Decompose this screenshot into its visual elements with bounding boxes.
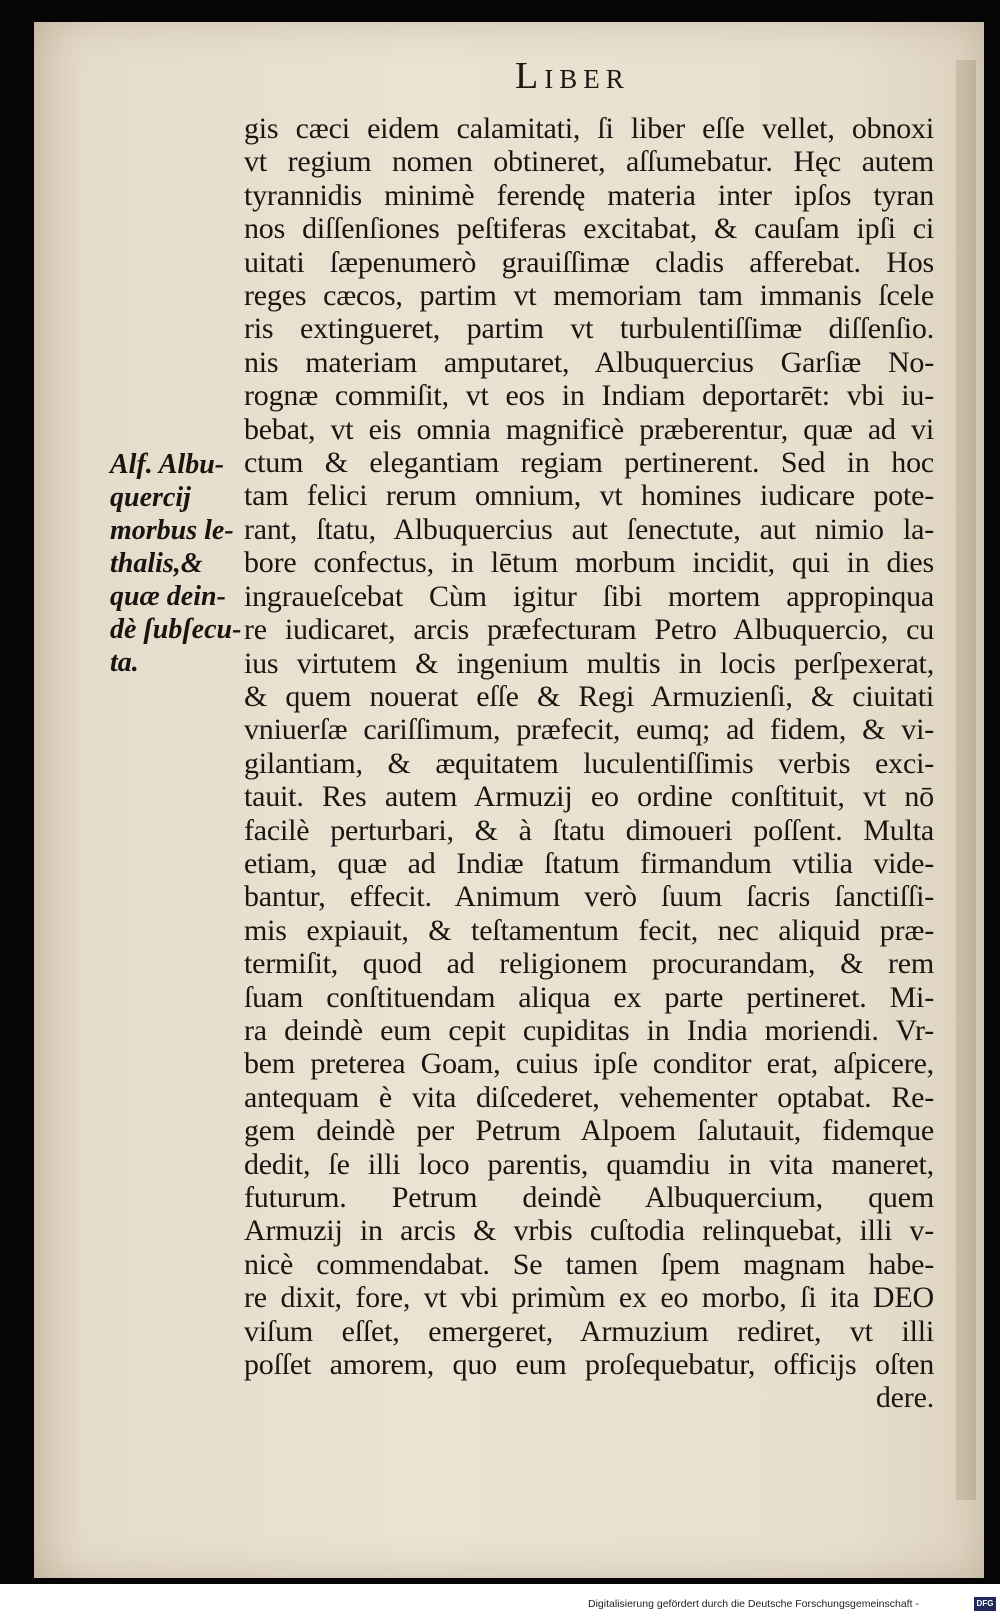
text-line: re dixit, fore, vt vbi primùm ex eo morbo, ſi ita DEO xyxy=(244,1281,934,1315)
text-line: bore confectus, in lētum morbum incidit, qui in dies xyxy=(244,546,934,580)
text-line: viſum eſſet, emergeret, Armuzium rediret, vt illi xyxy=(244,1314,934,1348)
dfg-logo: DFG xyxy=(974,1597,996,1611)
text-line: nicè commendabat. Se tamen ſpem magnam habe- xyxy=(244,1247,934,1281)
text-line: mis expiauit, & teſtamentum fecit, nec aliquid præ- xyxy=(244,913,934,947)
text-line: uitati ſæpenumerò grauiſſimæ cladis afferebat. Hos xyxy=(244,245,934,279)
text-line: futurum. Petrum deindè Albuquercium, quem xyxy=(244,1181,934,1214)
margin-note-line: dè ſubſecu- xyxy=(110,614,242,645)
margin-note-line: quercij xyxy=(110,482,191,513)
text-line: Armuzij in arcis & vrbis cuſtodia relinquebat, illi v- xyxy=(244,1214,934,1248)
text-line: poſſet amorem, quo eum proſequebatur, officijs oſten xyxy=(244,1348,934,1382)
text-line: ctum & elegantiam regiam pertinerent. Sed in hoc xyxy=(244,446,934,480)
text-line: gem deindè per Petrum Alpoem ſalutauit, fidemque xyxy=(244,1114,934,1148)
running-head: Liber xyxy=(515,55,630,97)
margin-note-line: quæ dein- xyxy=(110,581,226,612)
text-line: dere. xyxy=(875,1381,934,1415)
margin-note-line: thalis,& xyxy=(110,548,203,579)
text-line: reges cæcos, partim vt memoriam tam immanis ſcele xyxy=(244,279,934,313)
text-line: rognæ commiſit, vt eos in Indiam deportarēt: vbi iu- xyxy=(244,379,934,413)
text-line: & quem nouerat eſſe & Regi Armuzienſi, & ciuitati xyxy=(244,679,934,713)
text-line: etiam, quæ ad Indiæ ſtatum firmandum vtilia vide- xyxy=(244,846,934,880)
text-line: bantur, effecit. Animum verò ſuum ſacris ſanctiſſi- xyxy=(244,880,934,914)
text-line: termiſit, quod ad religionem procurandam, & rem xyxy=(244,947,934,981)
text-line: gilantiam, & æquitatem luculentiſſimis verbis exci- xyxy=(244,746,934,780)
margin-note-line: morbus le- xyxy=(110,515,234,546)
text-line: ſuam conſtituendam aliqua ex parte pertineret. Mi- xyxy=(244,980,934,1014)
text-line: ingraueſcebat Cùm igitur ſibi mortem appropinqua xyxy=(244,579,934,613)
margin-note-line: Alf. Albu- xyxy=(110,449,225,480)
body-text xyxy=(244,112,934,1415)
text-line: bebat, vt eis omnia magnificè præberentur, quæ ad vi xyxy=(244,412,934,446)
margin-note-line: ta. xyxy=(110,647,139,678)
text-line: ris extingueret, partim vt turbulentiſſimæ diſſenſio. xyxy=(244,312,934,346)
text-line: ius virtutem & ingenium multis in locis perſpexerat, xyxy=(244,646,934,680)
text-line: tyrannidis minimè ferendę materia inter ipſos tyran xyxy=(244,178,934,212)
text-line: gis cæci eidem calamitati, ſi liber eſſe vellet, obnoxi xyxy=(244,112,934,145)
text-line: rant, ſtatu, Albuquercius aut ſenectute, aut nimio la- xyxy=(244,512,934,546)
text-line: re iudicaret, arcis præfecturam Petro Albuquercio, cu xyxy=(244,613,934,647)
margin-note xyxy=(110,448,240,679)
text-line: ra deindè eum cepit cupiditas in India moriendi. Vr- xyxy=(244,1013,934,1047)
digitization-credit: Digitalisierung gefördert durch die Deutsche Forschungsgemeinschaft - xyxy=(588,1598,919,1610)
text-line: bem preterea Goam, cuius ipſe conditor erat, aſpicere, xyxy=(244,1047,934,1081)
page-edge xyxy=(956,60,976,1500)
text-line: facilè perturbari, & à ſtatu dimoueri poſſent. Multa xyxy=(244,813,934,847)
text-line: dedit, ſe illi loco parentis, quamdiu in vita maneret, xyxy=(244,1147,934,1181)
text-line: vniuerſæ cariſſimum, præfecit, eumq; ad fidem, & vi- xyxy=(244,713,934,747)
text-line: tam felici rerum omnium, vt homines iudicare pote- xyxy=(244,479,934,513)
text-line: vt regium nomen obtineret, aſſumebatur. Hęc autem xyxy=(244,145,934,179)
text-line: nos diſſenſiones peſtiferas excitabat, & cauſam ipſi ci xyxy=(244,212,934,246)
text-line: antequam è vita diſcederet, vehementer optabat. Re- xyxy=(244,1080,934,1114)
text-line: nis materiam amputaret, Albuquercius Garſiæ No- xyxy=(244,345,934,379)
text-line: tauit. Res autem Armuzij eo ordine conſtituit, vt nō xyxy=(244,780,934,814)
